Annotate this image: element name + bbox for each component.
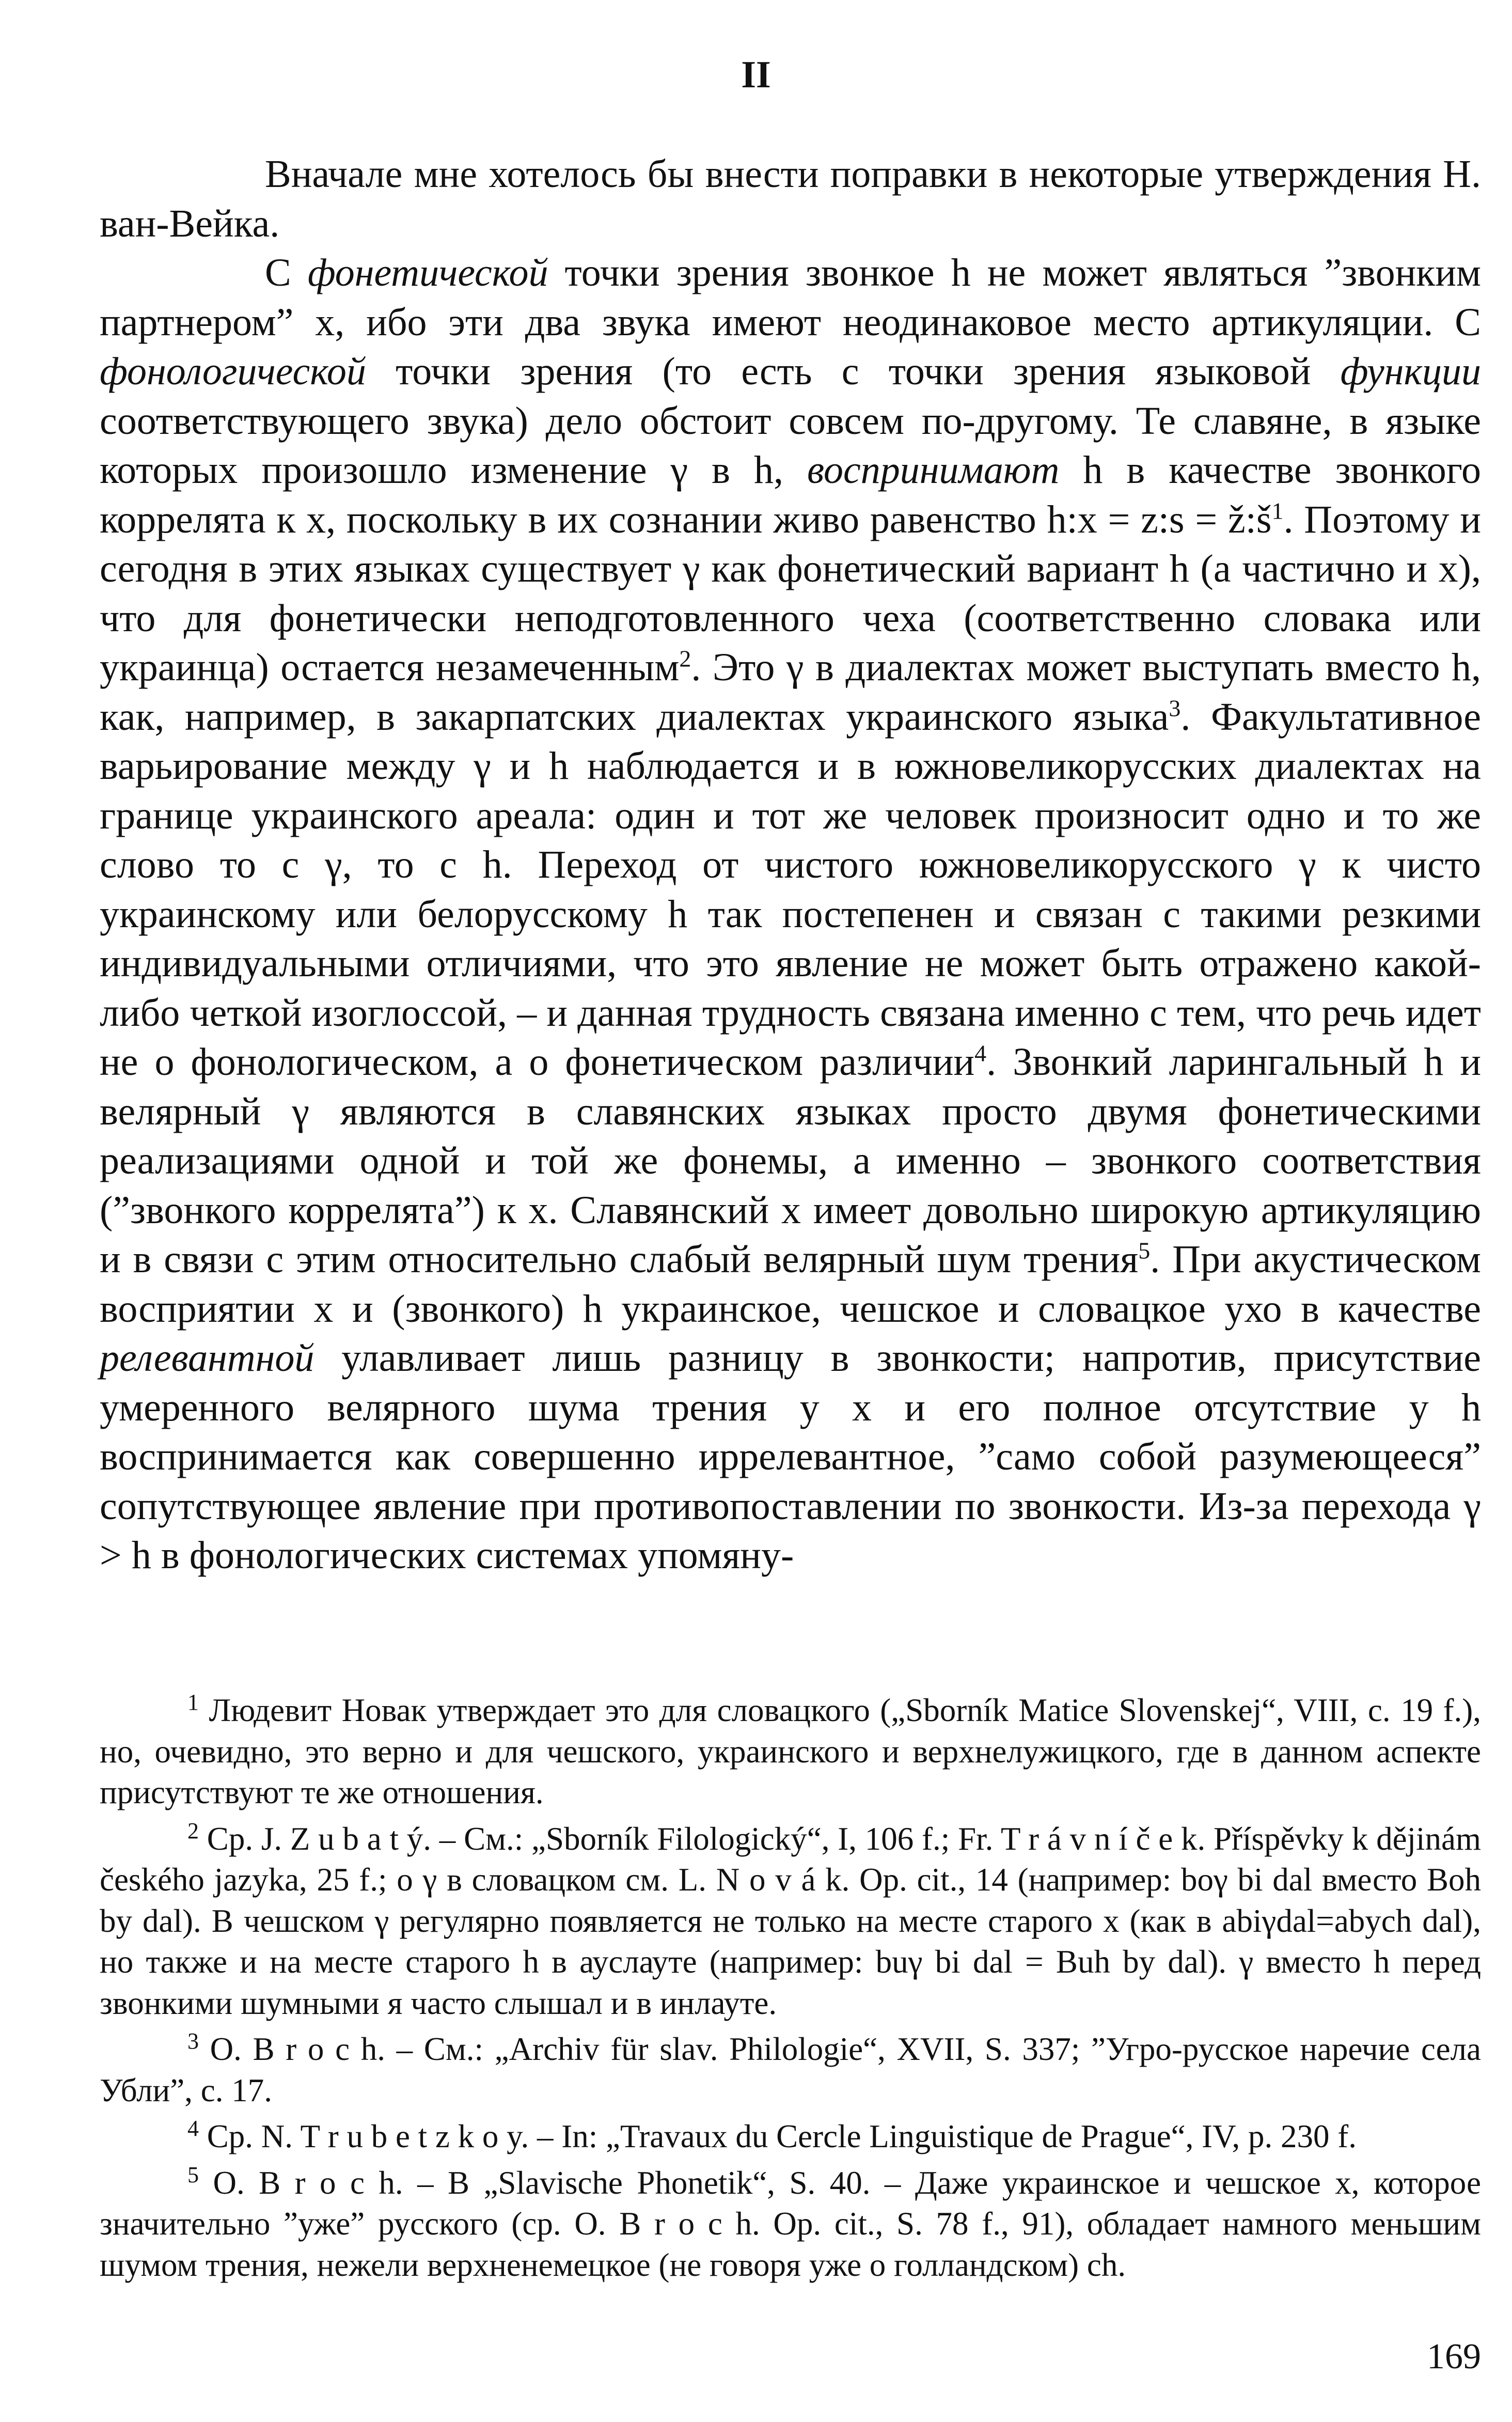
footnote-text: Людевит Новак утверждает это для словацкого („Sborník Matice Slovenskej“, VIII, с. 19 f.), но, очевидно, это верно и для чешского, украинского и верхнелужицкого, где в данном аспекте присутствуют те же отношения. — [100, 1692, 1482, 1810]
footnotes — [100, 1690, 1481, 2291]
footnote-ref-5[interactable]: 5 — [1138, 1237, 1151, 1264]
footnote-number: 2 — [187, 1818, 199, 1843]
footnote-number: 3 — [187, 2028, 199, 2054]
text-run: точки зрения звонкое h не может являться ”звонким партнером” x, ибо эти два звука имеют неодинаковое место артикуляции. С — [100, 251, 1481, 344]
section-number: II — [741, 54, 771, 96]
paragraph-1: Вначале мне хотелось бы внести поправки в некоторые утверждения Н. ван-Вейка. — [100, 152, 1481, 245]
footnote-4 — [100, 2116, 1481, 2158]
footnote-ref-4[interactable]: 4 — [974, 1040, 987, 1067]
italic-term: фонетической — [307, 251, 548, 294]
footnote-ref-3[interactable]: 3 — [1169, 695, 1181, 722]
page-number: 169 — [1427, 2337, 1481, 2377]
footnote-text: Ср. N. T r u b e t z k o y. – In: „Travaux du Cercle Linguistique de Prague“, IV, p. 230 f. — [207, 2118, 1357, 2154]
footnote-number: 5 — [187, 2162, 199, 2187]
text-run: соответствующего звука) дело обстоит совсем по-другому. Те славяне, в языке которых произошло изменение γ в h, — [100, 399, 1481, 492]
footnote-text: O. B r o c h. – В „Slavische Phonetik“, S. 40. – Даже украинское и чешское x, которое значительно ”уже” русского (ср. O. B r o c h. Op. cit., S. 78 f., 91), обладает намного меньшим шумом трения, нежели верхненемецкое (не говоря уже о голландском) ch. — [100, 2164, 1481, 2283]
text-run: С — [265, 251, 308, 294]
footnote-1 — [100, 1690, 1481, 1814]
italic-term: функции — [1340, 350, 1481, 393]
text-run: . Звонкий ларингальный h и велярный γ являются в славянских языках просто двумя фонетическими реализациями одной и той же фонемы, а именно – звонкого соответствия (”звонкого коррелята”) к x. Славянский x имеет довольно широкую артикуляцию и в связи с этим относительно слабый велярный шум трения — [100, 1040, 1481, 1281]
footnote-5 — [100, 2163, 1481, 2286]
italic-term: воспринимают — [807, 448, 1060, 492]
footnote-number: 1 — [187, 1690, 199, 1715]
paragraph-2 — [100, 248, 1481, 1581]
footnote-text: Ср. J. Z u b a t ý. – См.: „Sborník Filologický“, I, 106 f.; Fr. T r á v n í č e k. Příspěvky k dějinám českého jazyka, 25 f.; о γ в словацком см. L. N o v á k. Op. cit., 14 (например: boγ bi dal вместо Boh by dal). В чешском γ регулярно появляется не только на месте старого x (как в abiγdal=abych dal), но также и на месте старого h в ауслауте (например: buγ bi dal = Buh by dal). γ вместо h перед звонкими шумными я часто слышал и в инлауте. — [100, 1820, 1482, 2021]
footnote-text: O. B r o c h. – См.: „Archiv für slav. Philologie“, XVII, S. 337; ”Угро-русское наречие села Убли”, с. 17. — [100, 2031, 1481, 2108]
text-run: точки зрения (то есть с точки зрения языковой — [366, 350, 1341, 393]
text-run: . Это γ в диалектах может выступать вместо h, как, например, в закарпатских диалектах украинского языка — [100, 646, 1481, 739]
footnote-number: 4 — [187, 2116, 199, 2141]
text-run: . Факультативное варьирование между γ и h наблюдается и в южновеликорусских диалектах на границе украинского ареала: один и тот же человек произносит одно и то же слово то с γ, то с h. Переход от чистого южновеликорусского γ к чисто украинскому или белорусскому h так постепенен и связан с такими резкими индивидуальными отличиями, что это явление не может быть отражено какой-либо четкой изоглоссой, – и данная трудность связана именно с тем, что речь идет не о фонологическом, а о фонетическом различии — [100, 695, 1481, 1084]
main-text — [100, 150, 1481, 1581]
italic-term: фонологической — [100, 350, 366, 393]
footnote-ref-2[interactable]: 2 — [679, 645, 691, 672]
text-run: . Поэтому и сегодня в этих языках существует γ как фонетический вариант h (а частично и x), что для фонетически неподготовленного чеха (соответственно словака или украинца) остается незамеченным — [100, 497, 1482, 689]
italic-term: релевантной — [100, 1336, 314, 1380]
text-run: h в качестве звонкого коррелята к x, поскольку в их сознании живо равенство h:x = z:s = ž:š — [100, 448, 1481, 541]
text-run: улавливает лишь разницу в звонкости; напротив, присутствие умеренного велярного шума трения у x и его полное отсутствие у h воспринимается как совершенно иррелевантное, ”само собой разумеющееся” сопутствующее явление при противопоставлении по звонкости. Из-за перехода γ > h в фонологических системах упомяну- — [100, 1336, 1481, 1577]
footnote-3 — [100, 2029, 1481, 2111]
text-run: . При акустическом восприятии x и (звонкого) h украинское, чешское и словацкое ухо в качестве — [100, 1238, 1481, 1331]
footnote-ref-1[interactable]: 1 — [1271, 497, 1284, 524]
footnote-2 — [100, 1819, 1481, 2024]
